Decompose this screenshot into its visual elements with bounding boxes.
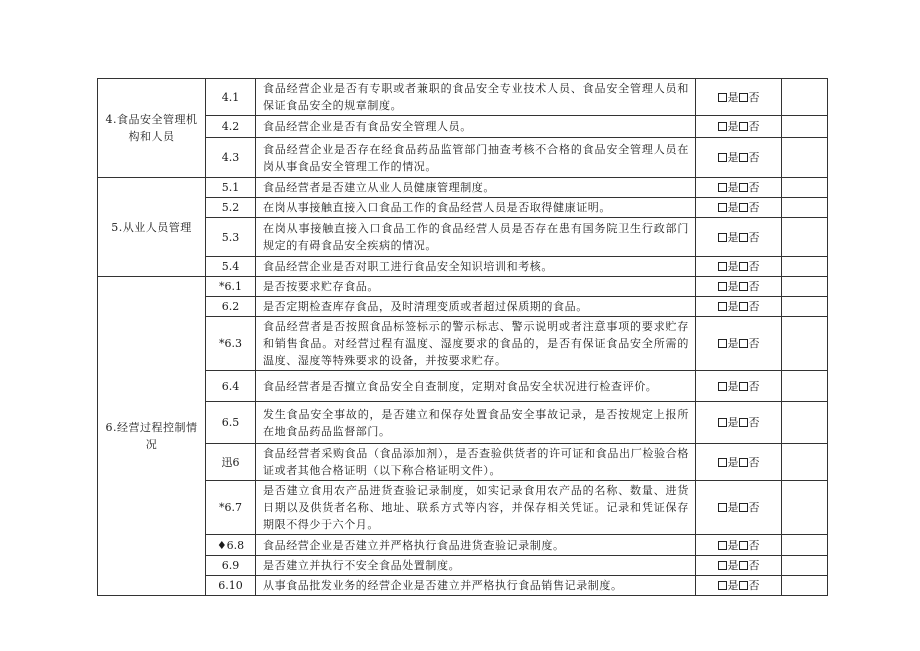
remark-cell	[782, 576, 828, 596]
item-text: 是否建立并执行不安全食品处置制度。	[256, 556, 696, 576]
yes-no-choice: 是 否	[696, 371, 782, 402]
remark-cell	[782, 444, 828, 481]
checkbox-no[interactable]	[739, 339, 748, 348]
yes-no-choice: 是 否	[696, 402, 782, 444]
checkbox-no[interactable]	[739, 561, 748, 570]
checkbox-no[interactable]	[739, 302, 748, 311]
item-text: 食品经营者是否建立从业人员健康管理制度。	[256, 178, 696, 198]
remark-cell	[782, 79, 828, 116]
remark-cell	[782, 371, 828, 402]
checkbox-no[interactable]	[739, 581, 748, 590]
yes-no-choice: 是 否	[696, 444, 782, 481]
checkbox-yes[interactable]	[718, 302, 727, 311]
table-row	[98, 317, 828, 371]
table-row	[98, 481, 828, 535]
remark-cell	[782, 116, 828, 138]
remark-cell	[782, 257, 828, 277]
checkbox-no[interactable]	[739, 122, 748, 131]
table-row	[98, 138, 828, 178]
item-text: 食品经营企业是否存在经食品药品监管部门抽查考核不合格的食品安全管理人员在岗从事食品安全管理工作的情况。	[256, 138, 696, 178]
checkbox-yes[interactable]	[718, 282, 727, 291]
table-row	[98, 218, 828, 257]
item-number: 6.4	[206, 371, 256, 402]
item-text: 食品经营企业是否对职工进行食品安全知识培训和考核。	[256, 257, 696, 277]
yes-no-choice: 是 否	[696, 198, 782, 218]
table-row	[98, 198, 828, 218]
checkbox-yes[interactable]	[718, 581, 727, 590]
checkbox-yes[interactable]	[718, 561, 727, 570]
checkbox-no[interactable]	[739, 458, 748, 467]
item-number: 迅6	[206, 444, 256, 481]
section-title: 5.从业人员管理	[98, 178, 206, 277]
item-text: 在岗从事接触直接入口食品工作的食品经营人员是否取得健康证明。	[256, 198, 696, 218]
table-row	[98, 79, 828, 116]
checkbox-yes[interactable]	[718, 262, 727, 271]
yes-no-choice: 是 否	[696, 317, 782, 371]
yes-no-choice: 是 否	[696, 116, 782, 138]
item-number: 4.2	[206, 116, 256, 138]
item-number: 5.4	[206, 257, 256, 277]
checkbox-no[interactable]	[739, 183, 748, 192]
table-row	[98, 116, 828, 138]
checkbox-no[interactable]	[739, 203, 748, 212]
checkbox-no[interactable]	[739, 382, 748, 391]
checkbox-yes[interactable]	[718, 339, 727, 348]
remark-cell	[782, 138, 828, 178]
item-number: 6.2	[206, 297, 256, 317]
item-text: 是否建立食用农产品进货查验记录制度，如实记录食用农产品的名称、数量、进货日期以及供货者名称、地址、联系方式等内容，并保存相关凭证。记录和凭证保存期限不得少于六个月。	[256, 481, 696, 535]
yes-no-choice: 是 否	[696, 556, 782, 576]
checkbox-yes[interactable]	[718, 93, 727, 102]
checkbox-no[interactable]	[739, 153, 748, 162]
item-number: 5.2	[206, 198, 256, 218]
item-text: 食品经营企业是否有食品安全管理人员。	[256, 116, 696, 138]
yes-no-choice: 是 否	[696, 138, 782, 178]
checkbox-yes[interactable]	[718, 122, 727, 131]
checkbox-yes[interactable]	[718, 382, 727, 391]
remark-cell	[782, 297, 828, 317]
checkbox-no[interactable]	[739, 503, 748, 512]
checkbox-no[interactable]	[739, 418, 748, 427]
table-row	[98, 178, 828, 198]
item-text: 是否按要求贮存食品。	[256, 277, 696, 297]
checkbox-yes[interactable]	[718, 183, 727, 192]
checkbox-yes[interactable]	[718, 503, 727, 512]
yes-no-choice: 是 否	[696, 178, 782, 198]
yes-no-choice: 是 否	[696, 297, 782, 317]
item-text: 食品经营企业是否建立并严格执行食品进货查验记录制度。	[256, 535, 696, 556]
inspection-checklist-table	[97, 78, 828, 596]
remark-cell	[782, 402, 828, 444]
remark-cell	[782, 178, 828, 198]
remark-cell	[782, 556, 828, 576]
remark-cell	[782, 218, 828, 257]
item-number: 6.10	[206, 576, 256, 596]
table-row	[98, 444, 828, 481]
item-text: 食品经营企业是否有专职或者兼职的食品安全专业技术人员、食品安全管理人员和保证食品安全的规章制度。	[256, 79, 696, 116]
checkbox-no[interactable]	[739, 93, 748, 102]
section-title: 4.食品安全管理机构和人员	[98, 79, 206, 178]
item-text: 食品经营者是否按照食品标签标示的警示标志、警示说明或者注意事项的要求贮存和销售食品。对经营过程有温度、湿度要求的食品的，是否有保证食品安全所需的温度、湿度等特殊要求的设备，并按要求贮存。	[256, 317, 696, 371]
item-number: ♦6.8	[206, 535, 256, 556]
yes-no-choice: 是 否	[696, 218, 782, 257]
item-number: *6.3	[206, 317, 256, 371]
item-text: 在岗从事接触直接入口食品工作的食品经营人员是否存在患有国务院卫生行政部门规定的有碍食品安全疾病的情况。	[256, 218, 696, 257]
table-row	[98, 402, 828, 444]
remark-cell	[782, 198, 828, 218]
yes-no-choice: 是 否	[696, 535, 782, 556]
remark-cell	[782, 535, 828, 556]
remark-cell	[782, 317, 828, 371]
remark-cell	[782, 481, 828, 535]
item-number: *6.1	[206, 277, 256, 297]
checkbox-yes[interactable]	[718, 418, 727, 427]
checkbox-yes[interactable]	[718, 541, 727, 550]
table-row	[98, 257, 828, 277]
item-number: 6.9	[206, 556, 256, 576]
table-row	[98, 535, 828, 556]
table-row	[98, 556, 828, 576]
item-number: 5.3	[206, 218, 256, 257]
yes-no-choice: 是 否	[696, 277, 782, 297]
section-title: 6.经营过程控制情况	[98, 277, 206, 596]
item-number: *6.7	[206, 481, 256, 535]
checkbox-yes[interactable]	[718, 233, 727, 242]
yes-no-choice: 是 否	[696, 257, 782, 277]
checkbox-yes[interactable]	[718, 203, 727, 212]
item-number: 4.1	[206, 79, 256, 116]
item-number: 4.3	[206, 138, 256, 178]
yes-no-choice: 是 否	[696, 79, 782, 116]
table-row	[98, 371, 828, 402]
item-number: 5.1	[206, 178, 256, 198]
item-text: 食品经营者采购食品（食品添加剂），是否查验供货者的许可证和食品出厂检验合格证或者其他合格证明（以下称合格证明文件）。	[256, 444, 696, 481]
table-row	[98, 297, 828, 317]
table-row	[98, 277, 828, 297]
remark-cell	[782, 277, 828, 297]
checkbox-no[interactable]	[739, 282, 748, 291]
checkbox-no[interactable]	[739, 262, 748, 271]
item-number: 6.5	[206, 402, 256, 444]
table-row	[98, 576, 828, 596]
yes-no-choice: 是 否	[696, 481, 782, 535]
checkbox-yes[interactable]	[718, 458, 727, 467]
checkbox-no[interactable]	[739, 541, 748, 550]
checkbox-yes[interactable]	[718, 153, 727, 162]
item-text: 从事食品批发业务的经营企业是否建立并严格执行食品销售记录制度。	[256, 576, 696, 596]
item-text: 是否定期检查库存食品，及时清理变质或者超过保质期的食品。	[256, 297, 696, 317]
item-text: 发生食品安全事故的，是否建立和保存处置食品安全事故记录，是否按规定上报所在地食品药品监督部门。	[256, 402, 696, 444]
checkbox-no[interactable]	[739, 233, 748, 242]
item-text: 食品经营者是否擅立食品安全自查制度，定期对食品安全状况进行检查评价。	[256, 371, 696, 402]
yes-no-choice: 是 否	[696, 576, 782, 596]
